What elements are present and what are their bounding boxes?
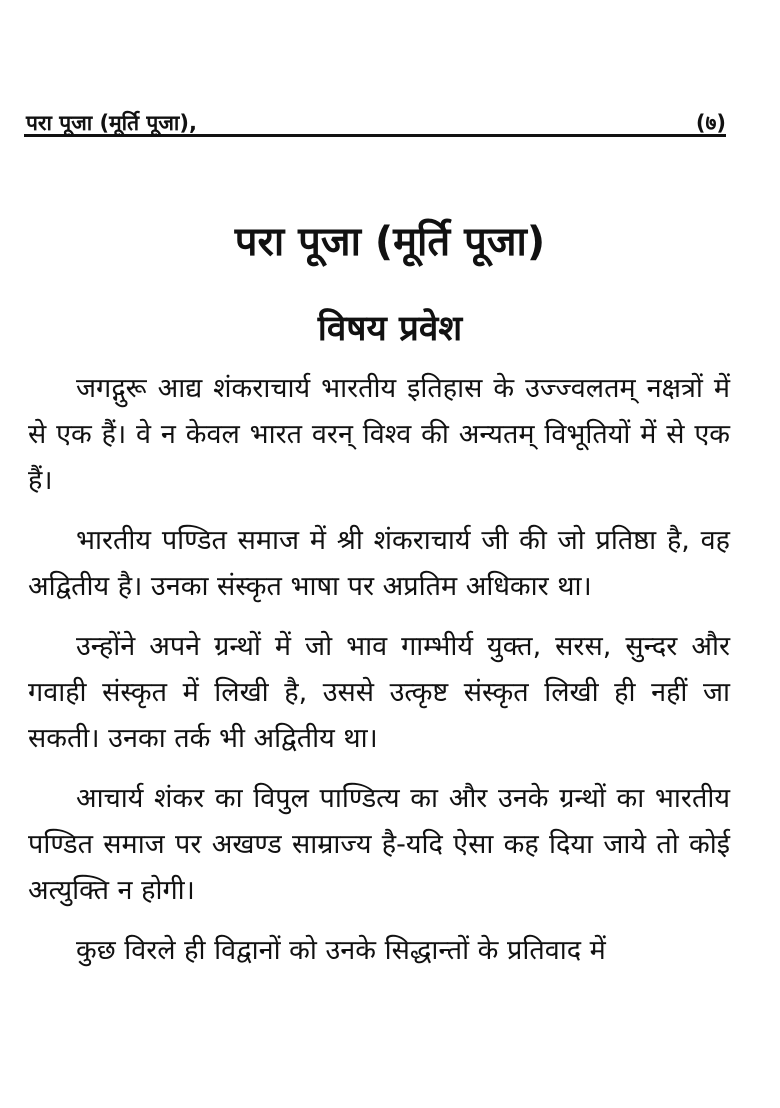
paragraph-4: आचार्य शंकर का विपुल पाण्डित्य का और उनके ग्रन्थों का भारतीय पण्डित समाज पर अखण्ड साम्राज्य है-यदि ऐसा कह दिया जाये तो कोई अत्युक्ति न होगी।: [28, 783, 730, 906]
running-title: परा पूजा (मूर्ति पूजा),: [26, 111, 197, 135]
paragraph-5: कुछ विरले ही विद्वानों को उनके सिद्धान्तों के प्रतिवाद में: [76, 935, 606, 966]
header-rule: [24, 134, 726, 137]
running-header: [26, 96, 726, 134]
body-text: [28, 366, 730, 988]
paragraph-3: उन्होंने अपने ग्रन्थों में जो भाव गाम्भीर्य युक्त, सरस, सुन्दर और गवाही संस्कृत में लिखी है, उससे उत्कृष्ट संस्कृत लिखी ही नहीं जा सकती। उनका तर्क भी अद्वितीय था।: [28, 631, 730, 754]
page-number: (७): [695, 111, 726, 135]
section-subtitle: विषय प्रवेश: [317, 309, 463, 349]
chapter-title: परा पूजा (मूर्ति पूजा): [234, 219, 546, 265]
paragraph-1: जगद्गुरू आद्य शंकराचार्य भारतीय इतिहास के उज्ज्वलतम् नक्षत्रों में से एक हैं। वे न केवल भारत वरन् विश्व की अन्यतम् विभूतियों में से एक हैं।: [28, 373, 730, 496]
paragraph-2: भारतीय पण्डित समाज में श्री शंकराचार्य जी की जो प्रतिष्ठा है, वह अद्वितीय है। उनका संस्कृत भाषा पर अप्रतिम अधिकार था।: [28, 525, 730, 602]
